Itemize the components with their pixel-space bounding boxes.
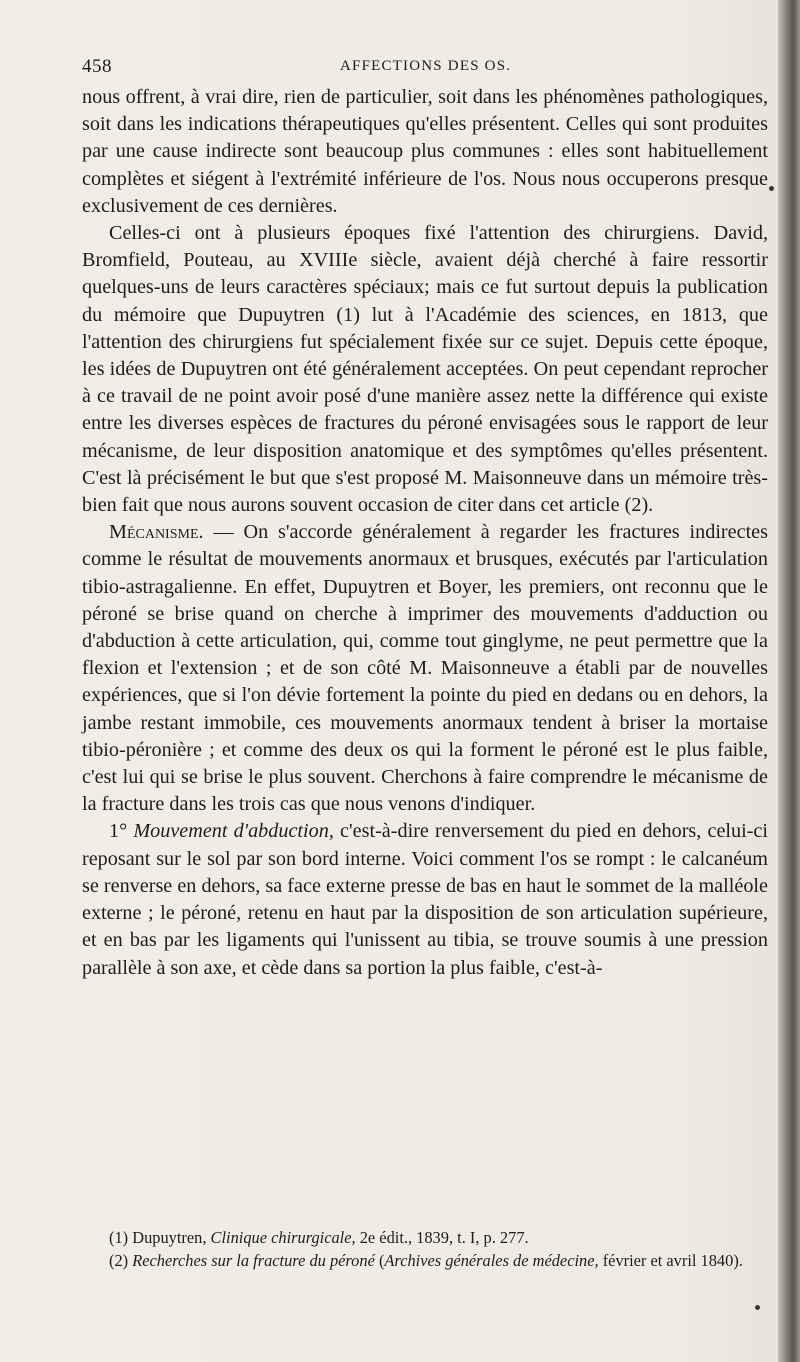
- paragraph-3-text: — On s'accorde généralement à regarder les fractures indirectes comme le résultat de mouvements anormaux et brusques, exécutés par l'articulation tibio-astragalienne. En effet, Dupuytren et Boyer, les premiers, ont reconnu que le péroné se brise quand on cherche à imprimer des mouvements d'adduction ou d'abduction à cette articulation, qui, comme tout ginglyme, ne peut permettre que la flexion et l'extension ; et de son côté M. Maisonneuve a établi par de nouvelles expériences, que si l'on dévie fortement la pointe du pied en dedans ou en dehors, la jambe restant immobile, ces mouvements anormaux tendent à briser la mortaise tibio-péronière ; et comme des deux os qui la forment le péroné est le plus faible, c'est lui qui se brise le plus souvent. Cherchons à faire comprendre le mécanisme de la fracture dans les trois cas que nous venons d'indiquer.: [82, 521, 768, 816]
- paragraph-4-lead: Mouvement d'abduction,: [133, 820, 334, 843]
- footnote-1-rest: 2e édit., 1839, t. I, p. 277.: [355, 1228, 529, 1247]
- footnote-1-author: Dupuytren,: [132, 1228, 207, 1247]
- paragraph-2-text: Celles-ci ont à plusieurs époques fixé l'attention des chirurgiens. David, Bromfield, Pouteau, au XVIIIe siècle, avaient déjà cherché à faire ressortir quelques-uns de leurs caractères spéciaux; mais ce fut surtout depuis la publication du mémoire que Dupuytren (1) lut à l'Académie des sciences, en 1813, que l'attention des chirurgiens fut spécialement fixée sur ce sujet. Depuis cette époque, les idées de Dupuytren ont été généralement acceptées. On peut cependant reprocher à ce travail de ne point avoir posé d'une manière assez nette la différence qui existe entre les diverses espèces de fractures du péroné envisagées sous le rapport de leur mécanisme, de leur disposition anatomique et des symptômes qu'elles présentent. C'est là précisément le but que s'est proposé M. Maisonneuve dans un mémoire très-bien fait que nous aurons souvent occasion de citer dans cet article (2).: [82, 222, 768, 517]
- footnote-2-marker: (2): [109, 1251, 129, 1270]
- footnote-2-journal: Archives générales de médecine,: [384, 1251, 599, 1270]
- footnote-2-rest: février et avril 1840).: [598, 1251, 743, 1270]
- paragraph-4-text: c'est-à-dire renversement du pied en dehors, celui-ci reposant sur le sol par son bord interne. Voici comment l'os se rompt : le calcanéum se renverse en dehors, sa face externe presse de bas en haut le sommet de la malléole externe ; le péroné, retenu en haut par la disposition de son articulation supérieure, et en bas par les ligaments qui l'unissent au tibia, se trouve soumis à une pression parallèle à son axe, et cède dans sa portion la plus faible, c'est-à-: [82, 820, 769, 979]
- paragraph-4: [82, 818, 768, 981]
- footnote-2-paren: (: [374, 1251, 385, 1270]
- page-header: [82, 56, 772, 80]
- page-speck: [769, 186, 774, 191]
- footnote-2: [82, 1249, 768, 1272]
- footnotes: [82, 1226, 768, 1272]
- paragraph-2: [82, 220, 768, 519]
- paragraph-3: [82, 519, 768, 818]
- body-text: [82, 84, 768, 982]
- page-speck: [755, 1305, 760, 1310]
- paragraph-1-text: nous offrent, à vrai dire, rien de particulier, soit dans les phénomènes pathologiques, soit dans les indications thérapeutiques qu'elles présentent. Celles qui sont produites par une cause indirecte sont beaucoup plus communes : elles sont habituellement complètes et siégent à l'extrémité inférieure de l'os. Nous nous occuperons presque exclusivement de ces dernières.: [82, 86, 768, 217]
- book-binding-edge: [778, 0, 800, 1362]
- footnote-2-title: Recherches sur la fracture du péroné: [132, 1251, 375, 1270]
- page-number: 458: [82, 56, 112, 77]
- paragraph-1: [82, 84, 768, 220]
- running-title: AFFECTIONS DES OS.: [340, 58, 512, 74]
- section-heading-mecanisme: Mécanisme.: [109, 521, 204, 544]
- paragraph-4-number: 1°: [109, 820, 128, 843]
- footnote-1-marker: (1): [109, 1228, 129, 1247]
- footnote-1: [82, 1226, 768, 1249]
- footnote-1-title: Clinique chirurgicale,: [210, 1228, 356, 1247]
